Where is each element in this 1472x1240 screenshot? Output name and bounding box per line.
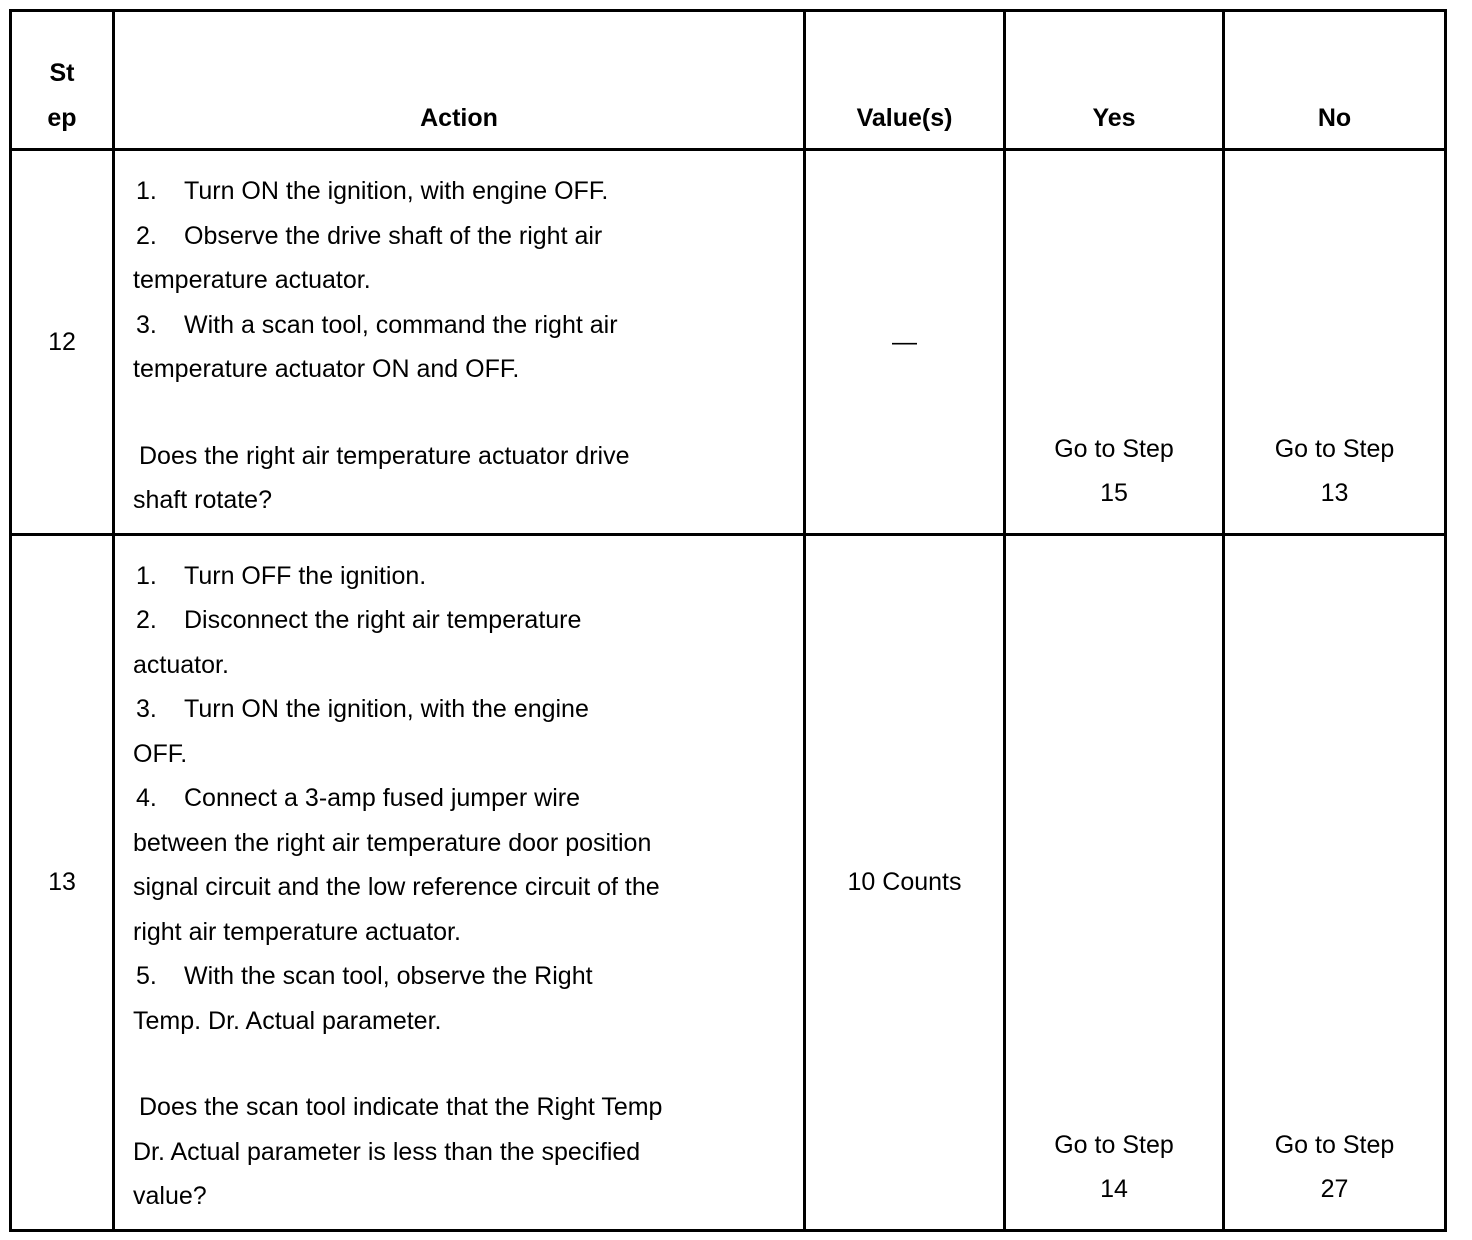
action-step: 2. Observe the drive shaft of the right air <box>136 221 603 250</box>
table-row <box>11 150 1446 535</box>
header-no: No <box>1224 11 1446 150</box>
no-cell <box>1224 150 1446 535</box>
action-question-continuation: Dr. Actual parameter is less than the specified <box>133 1137 641 1166</box>
action-step-continuation: temperature actuator. <box>133 266 371 294</box>
value-cell: 10 Counts <box>805 534 1005 1230</box>
yes-goto-label: Go to Step <box>1054 1130 1174 1159</box>
yes-cell <box>1005 534 1224 1230</box>
action-step-continuation: right air temperature actuator. <box>133 917 461 946</box>
header-step-line1: St <box>49 59 75 87</box>
action-cell <box>114 534 805 1230</box>
action-step-continuation: OFF. <box>133 739 188 768</box>
action-step: 2. Disconnect the right air temperature <box>136 606 582 634</box>
action-step-continuation: temperature actuator ON and OFF. <box>133 355 520 383</box>
no-cell <box>1224 534 1446 1230</box>
header-values: Value(s) <box>805 11 1005 150</box>
action-step: 4. Connect a 3-amp fused jumper wire <box>136 784 581 812</box>
action-question: Does the scan tool indicate that the Right Temp <box>139 1093 663 1121</box>
header-step-line2: ep <box>47 103 77 132</box>
header-action: Action <box>114 11 805 150</box>
header-row <box>11 11 1446 150</box>
table-row <box>11 534 1446 1230</box>
diagnostic-table <box>9 9 1447 1232</box>
action-step: 5. With the scan tool, observe the Right <box>136 962 593 990</box>
no-goto-step: 13 <box>1320 479 1349 507</box>
action-step-continuation: Temp. Dr. Actual parameter. <box>133 1006 442 1035</box>
no-goto-label: Go to Step <box>1274 434 1395 463</box>
no-goto-step: 27 <box>1320 1175 1349 1203</box>
action-step: 1. Turn ON the ignition, with engine OFF. <box>136 177 609 205</box>
header-yes: Yes <box>1005 11 1224 150</box>
action-step-continuation: between the right air temperature door position <box>133 828 652 857</box>
no-goto-label: Go to Step <box>1274 1130 1395 1159</box>
action-step: 3. With a scan tool, command the right air <box>136 310 618 339</box>
value-cell: — <box>805 150 1005 535</box>
header-step <box>11 11 114 150</box>
action-question: Does the right air temperature actuator drive <box>139 441 630 470</box>
action-step: 3. Turn ON the ignition, with the engine <box>136 695 589 723</box>
step-number: 12 <box>11 150 114 535</box>
action-step: 1. Turn OFF the ignition. <box>136 561 427 590</box>
action-question-continuation: shaft rotate? <box>133 486 272 514</box>
action-step-continuation: signal circuit and the low reference circuit of the <box>133 873 660 901</box>
step-number: 13 <box>11 534 114 1230</box>
action-step-continuation: actuator. <box>133 650 229 679</box>
yes-goto-step: 15 <box>1100 479 1128 507</box>
yes-goto-label: Go to Step <box>1054 434 1174 463</box>
action-cell <box>114 150 805 535</box>
yes-cell <box>1005 150 1224 535</box>
yes-goto-step: 14 <box>1100 1175 1128 1203</box>
action-question-continuation: value? <box>133 1182 207 1210</box>
